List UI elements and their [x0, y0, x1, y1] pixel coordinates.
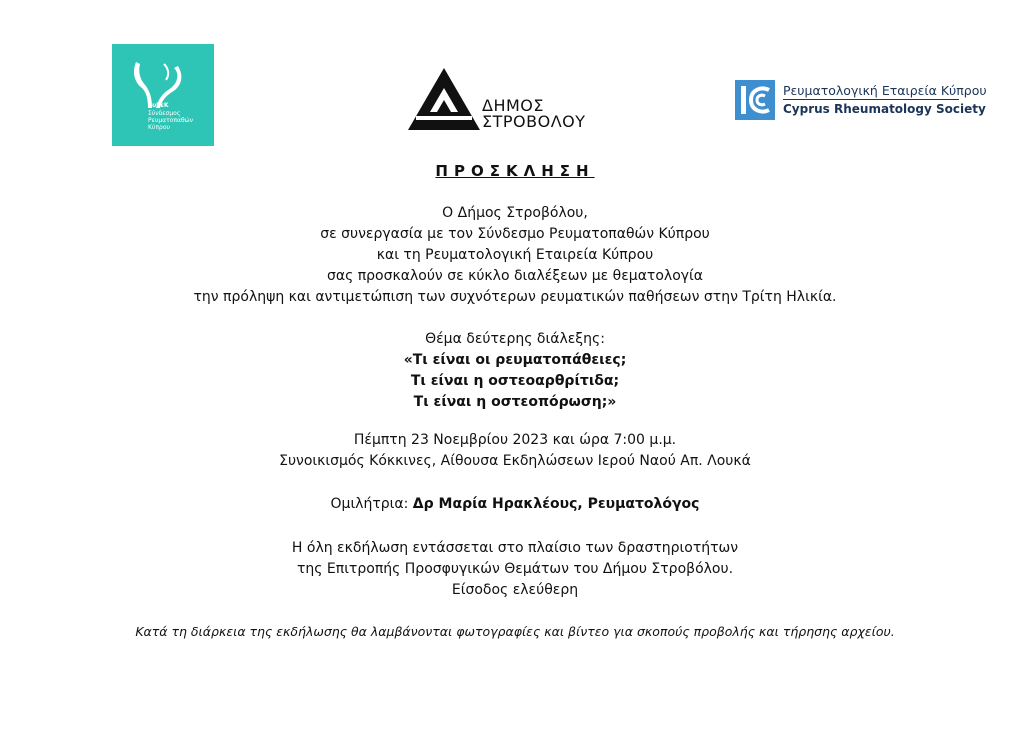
crs-logo-text-greek: Ρευματολογική Εταιρεία Κύπρου	[783, 83, 987, 98]
intro-line: και τη Ρευματολογική Εταιρεία Κύπρου	[376, 247, 654, 263]
crs-logo	[735, 80, 987, 122]
intro-line: την πρόληψη και αντιμετώπιση των συχνότερων ρευματικών παθήσεων στην Τρίτη Ηλικία.	[193, 289, 837, 305]
syrek-logo-text: ΣυΡεΚ	[148, 102, 169, 109]
topic-line: «Τι είναι οι ρευματοπάθειες;	[403, 352, 627, 368]
intro-line: σας προσκαλούν σε κύκλο διαλέξεων με θεματολογία	[326, 268, 704, 284]
intro-line: σε συνεργασία με τον Σύνδεσμο Ρευματοπαθών Κύπρου	[320, 226, 710, 242]
strovolos-logo	[406, 66, 586, 132]
strovolos-logo-text: ΔΗΜΟΣ	[482, 96, 544, 115]
syrek-logo-text: Ρευματοπαθών	[148, 117, 194, 124]
closing-line: Είσοδος ελεύθερη	[451, 582, 579, 598]
closing-paragraph	[0, 538, 1030, 601]
closing-line: Η όλη εκδήλωση εντάσσεται στο πλαίσιο των δραστηριοτήτων	[291, 540, 739, 556]
speaker-label: Ομιλήτρια:	[330, 496, 413, 512]
intro-line: Ο Δήμος Στροβόλου,	[442, 205, 588, 221]
syrek-logo-text: Σύνδεσμος	[148, 110, 181, 117]
closing-line: της Επιτροπής Προσφυγικών Θεμάτων του Δήμου Στροβόλου.	[296, 561, 734, 577]
crs-logo-divider	[783, 99, 959, 100]
strovolos-logo-text: ΣΤΡΟΒΟΛΟΥ	[482, 112, 586, 131]
triangle-icon	[406, 66, 482, 132]
topic-line: Τι είναι η οστεοπόρωση;»	[413, 394, 617, 410]
topic-line: Τι είναι η οστεοαρθρίτιδα;	[410, 373, 620, 389]
syrek-logo	[112, 44, 214, 146]
event-venue: Συνοικισμός Κόκκινες, Αίθουσα Εκδηλώσεων Ιερού Ναού Απ. Λουκά	[279, 453, 751, 469]
speaker-name: Δρ Μαρία Ηρακλέους, Ρευματολόγος	[412, 496, 700, 512]
event-details	[0, 430, 1030, 472]
footnote: Κατά τη διάρκεια της εκδήλωσης θα λαμβάνονται φωτογραφίες και βίντεο για σκοπούς προβολής και τήρησης αρχείου.	[135, 624, 895, 639]
topic-section	[0, 329, 1030, 413]
invitation-title: ΠΡΟΣΚΛΗΣΗ	[435, 162, 595, 180]
crs-emblem-icon	[735, 80, 775, 120]
crs-logo-text-english: Cyprus Rheumatology Society	[783, 102, 986, 116]
speaker-line	[0, 494, 1030, 515]
topic-label: Θέμα δεύτερης διάλεξης:	[425, 331, 605, 347]
intro-paragraph	[0, 203, 1030, 308]
syrek-logo-text: Κύπρου	[148, 124, 170, 131]
event-datetime: Πέμπτη 23 Νοεμβρίου 2023 και ώρα 7:00 μ.μ.	[353, 432, 677, 448]
